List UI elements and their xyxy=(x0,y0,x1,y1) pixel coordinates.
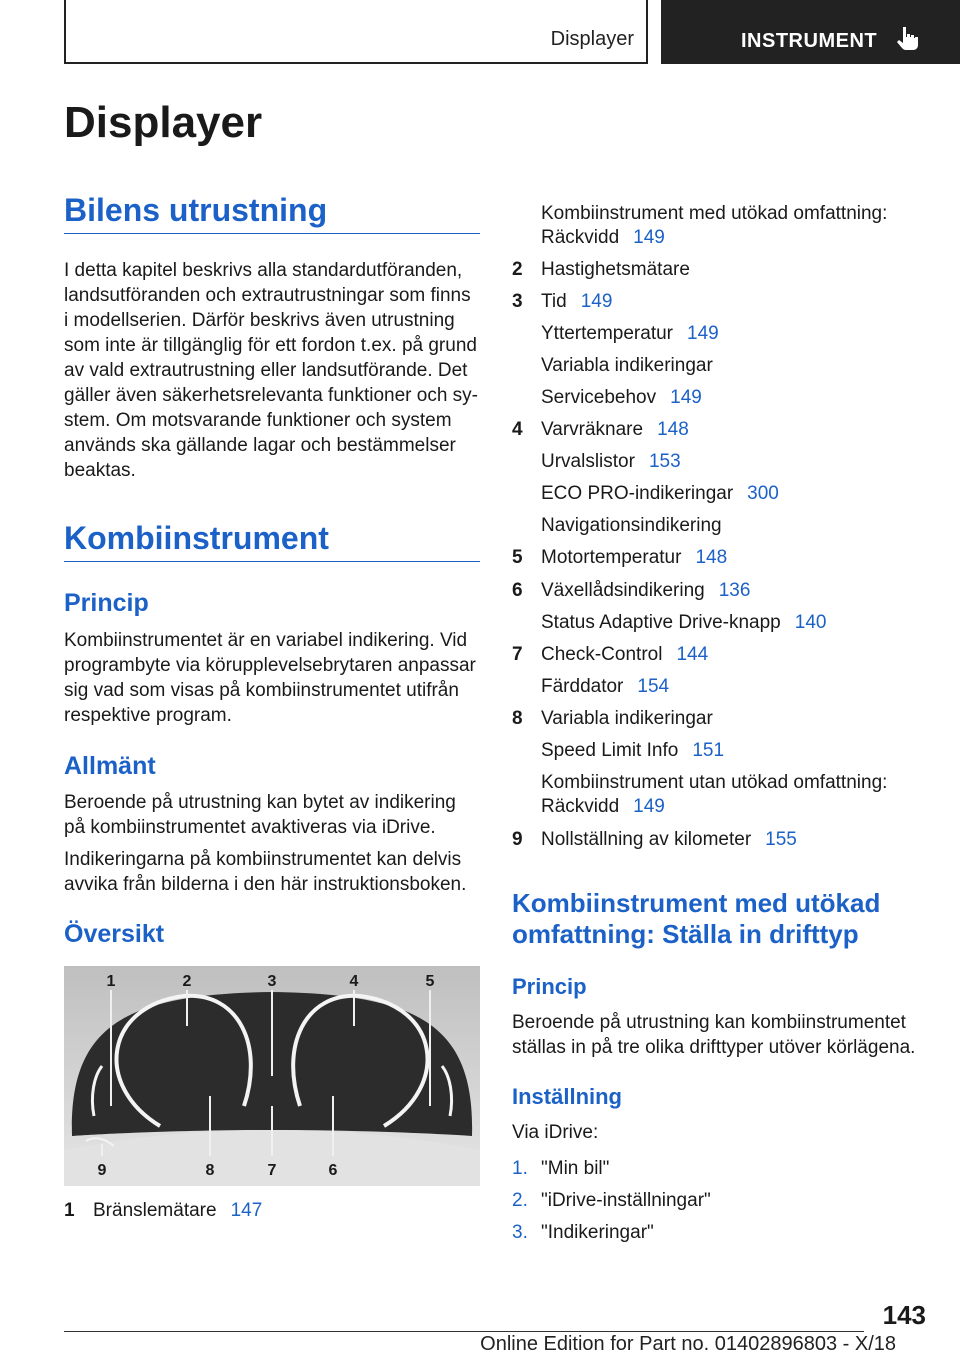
callout-label: 5 xyxy=(425,973,435,990)
legend-label xyxy=(541,829,797,851)
heading-installning: Inställning xyxy=(512,1084,622,1109)
callout-label: 7 xyxy=(267,1162,277,1179)
heading-princip-drifttyp: Princip xyxy=(512,974,587,999)
heading-princip: Princip xyxy=(64,589,149,617)
legend-label xyxy=(541,323,719,345)
legend-number: 6 xyxy=(512,580,523,601)
text-line: gäller även säkerhetsrelevanta funktioner och sy- xyxy=(64,385,479,406)
header-section-label: Displayer xyxy=(550,28,634,50)
legend-label xyxy=(541,612,826,634)
text-line: sig vad som visas på kombiinstrumentet utifrån xyxy=(64,680,459,701)
legend-label-text: Navigationsindikering xyxy=(541,515,722,536)
text-line: Beroende på utrustning kan kombiinstrumentet xyxy=(512,1012,906,1033)
legend-label xyxy=(541,644,708,666)
callout-label: 6 xyxy=(328,1162,338,1179)
legend-label-text: Status Adaptive Drive-knapp xyxy=(541,612,781,633)
paragraph-allmant-2 xyxy=(64,847,484,897)
paragraph-bilens-utrustning xyxy=(64,258,484,483)
legend-number: 9 xyxy=(512,829,523,850)
legend-label-text: Check-Control xyxy=(541,644,663,665)
page-reference-link[interactable]: 300 xyxy=(747,483,779,504)
legend-label-text: Hastighetsmätare xyxy=(541,259,690,280)
legend-label xyxy=(541,580,750,602)
legend-number: 8 xyxy=(512,708,523,729)
legend-label-text: Servicebehov xyxy=(541,387,657,408)
page-reference-link[interactable]: 154 xyxy=(637,676,670,697)
header-chapter-label: INSTRUMENT xyxy=(741,30,878,52)
page-number: 143 xyxy=(882,1300,926,1330)
text-line: av vald extrautrustning eller landsutförande. Det xyxy=(64,360,468,381)
legend-label-text: Räckvidd xyxy=(541,796,620,817)
page-reference-link[interactable]: 149 xyxy=(633,227,665,248)
footer-edition: Online Edition for Part no. 01402896803 - X/18 xyxy=(480,1333,896,1355)
text-line: som inte är tillgänglig för ett fordon t.ex. på grund xyxy=(64,335,477,356)
legend-label-text: Motortemperatur xyxy=(541,547,682,568)
callout-label: 3 xyxy=(267,973,277,990)
text-line: landsutföranden och extrautrustningar som finns xyxy=(64,285,471,306)
text-line: Beroende på utrustning kan bytet av indikering xyxy=(64,792,456,813)
legend-label xyxy=(541,291,612,313)
callout-label: 4 xyxy=(349,973,359,990)
legend-label xyxy=(541,515,722,537)
paragraph-princip-drifttyp xyxy=(512,1010,932,1060)
heading-line: Kombiinstrument med utökad xyxy=(512,888,881,918)
legend-label-text: Kombiinstrument med utökad omfattning: xyxy=(541,203,888,224)
text-line: ställas in på tre olika drifttyper utöver körlägena. xyxy=(512,1037,916,1058)
step-number: 3. xyxy=(512,1222,528,1243)
heading-line: omfattning: Ställa in drifttyp xyxy=(512,919,859,949)
legend-label-text: Växellådsindikering xyxy=(541,580,705,601)
page-reference-link[interactable]: 148 xyxy=(657,419,689,440)
heading-allmant: Allmänt xyxy=(64,752,156,780)
text-line: stem. Om motsvarande funktioner och system xyxy=(64,410,452,431)
legend-label-text: Urvalslistor xyxy=(541,451,635,472)
legend-label xyxy=(541,547,727,569)
callout-label: 2 xyxy=(182,973,192,990)
legend-number: 1 xyxy=(64,1200,75,1221)
heading-bilens-utrustning: Bilens utrustning xyxy=(64,192,480,234)
header-section-box xyxy=(64,0,648,64)
legend-number: 2 xyxy=(512,259,523,280)
legend-label xyxy=(541,227,665,249)
page-reference-link[interactable]: 155 xyxy=(765,829,797,850)
page-reference-link[interactable]: 149 xyxy=(633,796,665,817)
legend-number: 7 xyxy=(512,644,523,665)
legend-label xyxy=(541,259,690,281)
page-reference-link[interactable]: 149 xyxy=(687,323,719,344)
legend-label: Bränslemätare 147 xyxy=(93,1200,263,1221)
heading-oversikt: Översikt xyxy=(64,920,165,948)
legend-label-text: Räckvidd xyxy=(541,227,620,248)
legend-label-text: Variabla indikeringar xyxy=(541,355,713,376)
paragraph-allmant-1 xyxy=(64,790,484,840)
legend-label-text: Kombiinstrument utan utökad omfattning: xyxy=(541,772,888,793)
legend-label xyxy=(541,451,681,473)
callout-label: 8 xyxy=(205,1162,215,1179)
hand-pointer-icon xyxy=(895,24,923,52)
legend-label xyxy=(541,483,779,505)
legend-label xyxy=(541,387,702,409)
legend-label-text: Yttertemperatur xyxy=(541,323,673,344)
legend-number: 4 xyxy=(512,419,523,440)
text-line: på kombiinstrumentet avaktiveras via iDrive. xyxy=(64,817,436,838)
page-reference-link[interactable]: 140 xyxy=(794,612,827,633)
legend-label-text: Nollställning av kilometer xyxy=(541,829,752,850)
legend-label xyxy=(541,419,689,441)
legend-label xyxy=(541,708,713,730)
page-reference-link[interactable]: 136 xyxy=(718,580,751,601)
legend-label xyxy=(541,772,887,794)
legend-label xyxy=(541,355,713,377)
text-via-idrive: Via iDrive: xyxy=(512,1122,599,1143)
text-line: avvika från bilderna i den här instruktionsboken. xyxy=(64,874,467,895)
page-reference-link[interactable]: 144 xyxy=(676,644,709,665)
legend-label-text: ECO PRO-indikeringar xyxy=(541,483,734,504)
footer-divider xyxy=(64,1331,864,1332)
legend-label xyxy=(541,203,887,225)
page-reference-link[interactable]: 153 xyxy=(648,451,681,472)
legend-label xyxy=(541,796,665,818)
text-line: i modellserien. Därför beskrivs även utrustning xyxy=(64,310,455,331)
callout-label: 9 xyxy=(97,1162,107,1179)
legend-label-text: Tid xyxy=(541,291,567,312)
legend-label-text: Speed Limit Info xyxy=(541,740,679,761)
page-reference-link[interactable]: 149 xyxy=(580,291,613,312)
heading-drifttyp xyxy=(512,888,880,950)
paragraph-princip xyxy=(64,628,484,728)
heading-kombiinstrument: Kombiinstrument xyxy=(64,520,480,562)
legend-label-text: Färddator xyxy=(541,676,624,697)
callout-label: 1 xyxy=(106,973,116,990)
step-text: "Min bil" xyxy=(541,1158,610,1179)
step-text: "iDrive-inställningar" xyxy=(541,1190,711,1211)
legend-label-text: Variabla indikeringar xyxy=(541,708,713,729)
instrument-cluster-illustration xyxy=(64,966,480,1186)
text-line: programbyte via körupplevelsebrytaren anpassar xyxy=(64,655,476,676)
step-text: "Indikeringar" xyxy=(541,1222,654,1243)
header-chapter-box xyxy=(661,0,960,64)
page-reference-link[interactable]: 149 xyxy=(670,387,702,408)
legend-label xyxy=(541,676,669,698)
page-reference-link[interactable]: 148 xyxy=(695,547,728,568)
text-line: används ska gällande lagar och bestämmelser xyxy=(64,435,456,456)
page-reference-link[interactable]: 151 xyxy=(692,740,725,761)
legend-label xyxy=(541,740,724,762)
step-number: 1. xyxy=(512,1158,528,1179)
legend-number: 5 xyxy=(512,547,523,568)
page-title: Displayer xyxy=(64,98,263,147)
legend-number: 3 xyxy=(512,291,523,312)
step-number: 2. xyxy=(512,1190,528,1211)
text-line: Indikeringarna på kombiinstrumentet kan delvis xyxy=(64,849,462,870)
text-line: Kombiinstrumentet är en variabel indikering. Vid xyxy=(64,630,468,651)
page-reference-link[interactable]: 147 xyxy=(230,1200,263,1221)
text-line: I detta kapitel beskrivs alla standardutföranden, xyxy=(64,260,463,281)
text-line: respektive program. xyxy=(64,705,232,726)
legend-label-text: Varvräknare xyxy=(541,419,644,440)
text-line: beaktas. xyxy=(64,460,136,481)
